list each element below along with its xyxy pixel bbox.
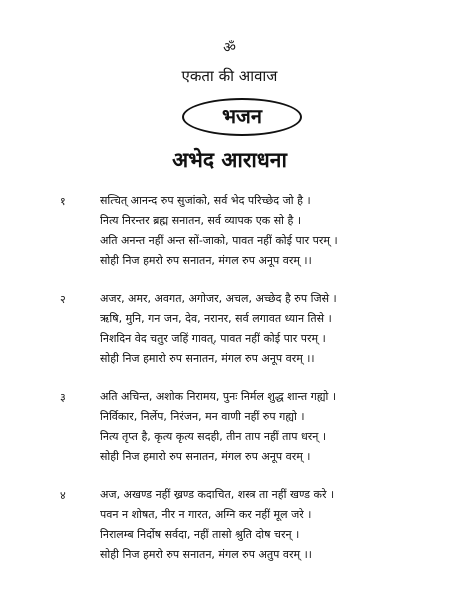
- stanza-number: ४: [60, 489, 66, 502]
- verse-line: सोही निज हमरो रुप सनातन, मंगल रुप अनूप वरम् ।।: [100, 254, 312, 267]
- verse-line: सत्चित् आनन्द रुप सुजांको, सर्व भेद परिच्छेद जो है ।: [100, 194, 311, 207]
- verse-line: अजर, अमर, अवगत, अगोजर, अचल, अच्छेद है रुप जिसे ।: [100, 292, 337, 305]
- verse-line: नित्य निरन्तर ब्रह्म सनातन, सर्व व्यापक एक सो है ।: [100, 214, 302, 227]
- page-title: अभेद आराधना: [172, 148, 287, 172]
- verse-line: सोही निज हमरो रुप सनातन, मंगल रुप अतुप वरम् ।।: [100, 548, 312, 561]
- stanza-number: २: [60, 293, 66, 306]
- verse-line: निशदिन वेद चतुर जहिं गावत्, पावत नहीं कोई पार परम् ।: [100, 332, 326, 345]
- verse-line: अज, अखण्ड नहीं ख्रण्ड कदाचित, शस्त्र ता नहीं खण्ड करे ।: [100, 488, 335, 501]
- verse-line: अति अनन्त नहीं अन्त सों-जाको, पावत नहीं कोई पार परम् ।: [100, 234, 338, 247]
- stanza-number: ३: [60, 391, 66, 404]
- verse-line: निर्विकार, निर्लेप, निरंजन, मन वाणी नहीं रुप गह्यो ।: [100, 410, 305, 423]
- stanza-number: १: [60, 195, 66, 208]
- verse-line: पवन न शोषत, नीर न गारत, अग्नि कर नहीं मूल जरे ।: [100, 508, 312, 521]
- verse-line: नित्य तृप्त है, कृत्य कृत्य सदही, तीन ताप नहीं ताप धरन् ।: [100, 430, 327, 443]
- verse-line: अति अचिन्त, अशोक निरामय, पुनः निर्मल शुद्ध शान्त गह्यो ।: [100, 390, 337, 403]
- book-subtitle: एकता की आवाज: [181, 67, 278, 85]
- verse-line: सोही निज हमारो रुप सनातन, मंगल रुप अनूप वरम् ।।: [100, 352, 315, 365]
- verse-line: निरालम्ब निर्दोष सर्वदा, नहीं तासो श्रुति दोष चरन् ।: [100, 528, 300, 541]
- verse-line: ऋषि, मुनि, गन जन, देव, नरानर, सर्व लगावत ध्यान तिसे ।: [100, 312, 332, 325]
- verse-line: सोही निज हमारो रुप सनातन, मंगल रुप अनूप वरम् ।: [100, 450, 311, 463]
- bhajan-badge: भजन: [182, 98, 302, 136]
- om-symbol: ॐ: [223, 40, 236, 56]
